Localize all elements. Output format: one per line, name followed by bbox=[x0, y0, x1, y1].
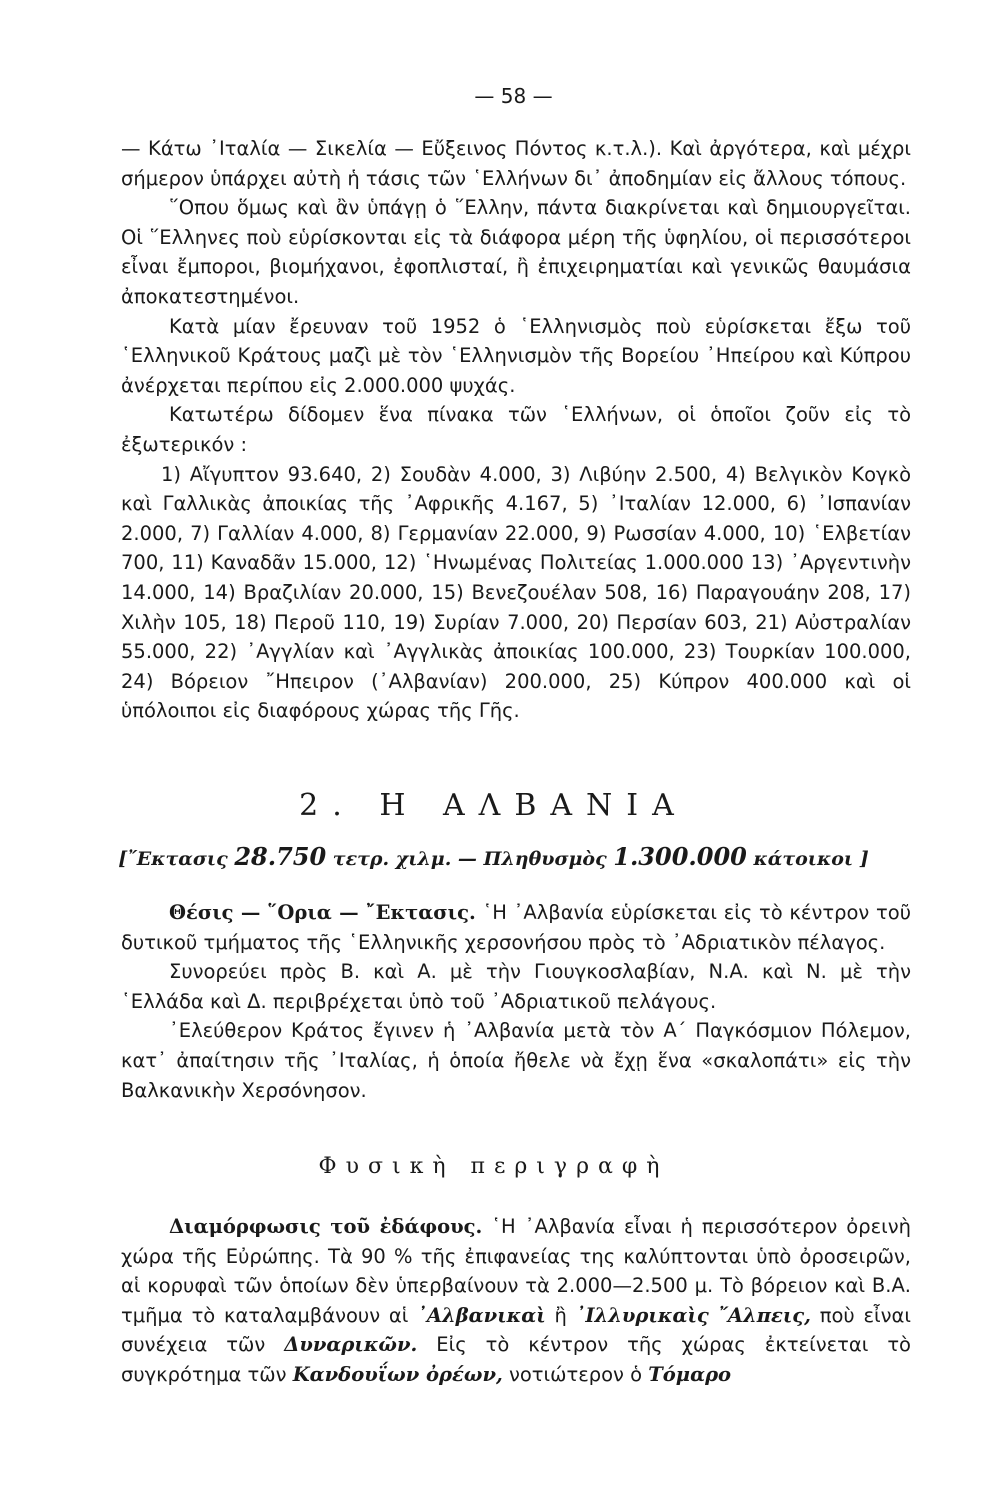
term-illyrian-alps: ᾿Ιλλυρικαὶς ῎Αλπεις, bbox=[575, 1303, 811, 1327]
page-number: — 58 — bbox=[474, 84, 553, 108]
meta-area-value: 28.750 bbox=[234, 842, 327, 871]
meta-inhabitants: κάτοικοι ] bbox=[746, 848, 869, 870]
terrain-text-i: νοτιώτερον ὁ bbox=[502, 1362, 649, 1386]
paragraph-independence: ᾿Ελεύθερον Κράτος ἔγινεν ἡ ᾿Αλβανία μετὰ τὸν Α΄ Παγκόσμιον Πόλεμον, κατ᾿ ἀπαίτησιν τῆς ᾿Ιταλίας, ἡ ὁποία ἤθελε νὰ ἔχῃ ἕνα «σκαλοπάτι» εἰς τὴν Βαλκανικὴν Χερσόνησον. bbox=[121, 1019, 911, 1102]
paragraph-greeks-abroad: ῞Οπου ὅμως καὶ ἂν ὑπάγῃ ὁ ῞Ελλην, πάντα διακρίνεται καὶ δημιουργεῖται. Οἱ ῞Ελληνες ποὺ εὑρίσκονται εἰς τὰ διάφορα μέρη τῆς ὑφηλίου, οἱ περισσότεροι εἶναι ἔμποροι, βιομήχανοι, ἐφοπλισταί, ἢ ἐπιχειρηματίαι καὶ γενικῶς θαυμάσια ἀποκατεστημένοι. bbox=[121, 196, 911, 308]
terrain-text-e: ποὺ εἶναι συνέχεια τῶν bbox=[121, 1303, 911, 1357]
section-title: 2. Η ΑΛΒΑΝΙΑ bbox=[299, 788, 688, 823]
term-tomaros: Τόμαρο bbox=[648, 1362, 732, 1386]
term-albanian: ᾿Αλβανικαὶ bbox=[417, 1303, 546, 1327]
paragraph-borders: Συνορεύει πρὸς Β. καὶ Α. μὲ τὴν Γιουγκοσλαβίαν, Ν.Α. καὶ Ν. μὲ τὴν ῾Ελλάδα καὶ Δ. περιβρέχεται ὑπὸ τοῦ ᾿Αδριατικοῦ πελάγους. bbox=[121, 960, 911, 1013]
paragraph-country-list: 1) Αἴγυπτον 93.640, 2) Σουδὰν 4.000, 3) Λιβύην 2.500, 4) Βελγικὸν Κογκὸ καὶ Γαλλικὰς ἀποικίας τῆς ᾿Αφρικῆς 4.167, 5) ᾿Ιταλίαν 12.000, 6) ᾿Ισπανίαν 2.000, 7) Γαλλίαν 4.000, 8) Γερμανίαν 22.000, 9) Ρωσσίαν 4.000, 10) ῾Ελβετίαν 700, 11) Καναδᾶν 15.000, 12) ῾Ηνωμένας Πολιτείας 1.000.000 13) ᾿Αργεντινὴν 14.000, 14) Βραζιλίαν 20.000, 15) Βενεζουέλαν 508, 16) Παραγουάην 208, 17) Χιλὴν 105, 18) Περοῦ 110, 19) Συρίαν 7.000, 20) Περσίαν 603, 21) Αὐστραλίαν 55.000, 22) ᾿Αγγλίαν καὶ ᾿Αγγλικὰς ἀποικίας 100.000, 23) Τουρκίαν 100.000, 24) Βόρειον ῎Ηπειρον (᾿Αλβανίαν) 200.000, 25) Κύπρον 400.000 καὶ οἱ ὑπόλοιποι εἰς διαφόρους χώρας τῆς Γῆς. bbox=[121, 462, 911, 723]
top-text-block bbox=[121, 134, 911, 726]
term-kandouia: Κανδουΐων ὀρέων, bbox=[292, 1362, 503, 1386]
meta-area-label: [῎Εκτασις bbox=[118, 848, 235, 870]
heading-terrain: Διαμόρφωσις τοῦ ἐδάφους. bbox=[169, 1215, 483, 1238]
terrain-text-a: ῾Η ᾿Αλβανία εἶναι ἡ περισσότερον ὀρεινὴ χώρα τῆς Εὐρώπης. Τὰ 90 % τῆς ἐπιφανείας της καλύπτονται ὑπὸ ὀροσειρῶν, αἱ κορυφαὶ τῶν ὁποίων δὲν ὑπερβαίνουν τὰ 2.000—2.500 μ. Τὸ βόρειον καὶ Β.Α. τμῆμα τὸ καταλαμβάνουν αἱ bbox=[121, 1215, 911, 1327]
paragraph-terrain bbox=[121, 1212, 911, 1390]
section-meta bbox=[0, 842, 987, 871]
meta-population-value: 1.300.000 bbox=[613, 842, 747, 871]
albania-text-block bbox=[121, 898, 911, 1105]
meta-population-label: τετρ. χιλμ. — Πληθυσμὸς bbox=[326, 848, 614, 870]
paragraph-position bbox=[121, 898, 911, 957]
physical-text-block bbox=[121, 1212, 911, 1390]
terrain-text-g: Εἰς τὸ κέντρον τῆς χώρας ἐκτείνεται τὸ συγκρότημα τῶν bbox=[121, 1333, 911, 1386]
term-dinaric: Δυναρικῶν. bbox=[284, 1333, 418, 1357]
position-text: ῾Η ᾿Αλβανία εὑρίσκεται εἰς τὸ κέντρον τοῦ δυτικοῦ τμήματος τῆς ῾Ελληνικῆς χερσονήσου πρὸς τὸ ᾿Αδριατικὸν πέλαγος. bbox=[121, 901, 911, 954]
paragraph-table-intro: Κατωτέρω δίδομεν ἕνα πίνακα τῶν ῾Ελλήνων, οἱ ὁποῖοι ζοῦν εἰς τὸ ἐξωτερικόν : bbox=[121, 403, 911, 456]
paragraph-continuation: — Κάτω ᾿Ιταλία — Σικελία — Εὔξεινος Πόντος κ.τ.λ.). Καὶ ἀργότερα, καὶ μέχρι σήμερον ὑπάρχει αὐτὴ ἡ τάσις τῶν ῾Ελλήνων δι᾿ ἀποδημίαν εἰς ἄλλους τόπους. bbox=[121, 137, 911, 190]
subsection-title: Φυσικὴ περιγραφὴ bbox=[318, 1154, 669, 1179]
heading-position: Θέσις — ῞Ορια — ῎Εκτασις. bbox=[169, 901, 476, 924]
terrain-text-c: ἢ bbox=[545, 1303, 576, 1327]
paragraph-survey-1952: Κατὰ μίαν ἔρευναν τοῦ 1952 ὁ ῾Ελληνισμὸς ποὺ εὑρίσκεται ἔξω τοῦ ῾Ελληνικοῦ Κράτους μαζὶ μὲ τὸν ῾Ελληνισμὸν τῆς Βορείου ᾿Ηπείρου καὶ Κύπρου ἀνέρχεται περίπου εἰς 2.000.000 ψυχάς. bbox=[121, 314, 911, 397]
